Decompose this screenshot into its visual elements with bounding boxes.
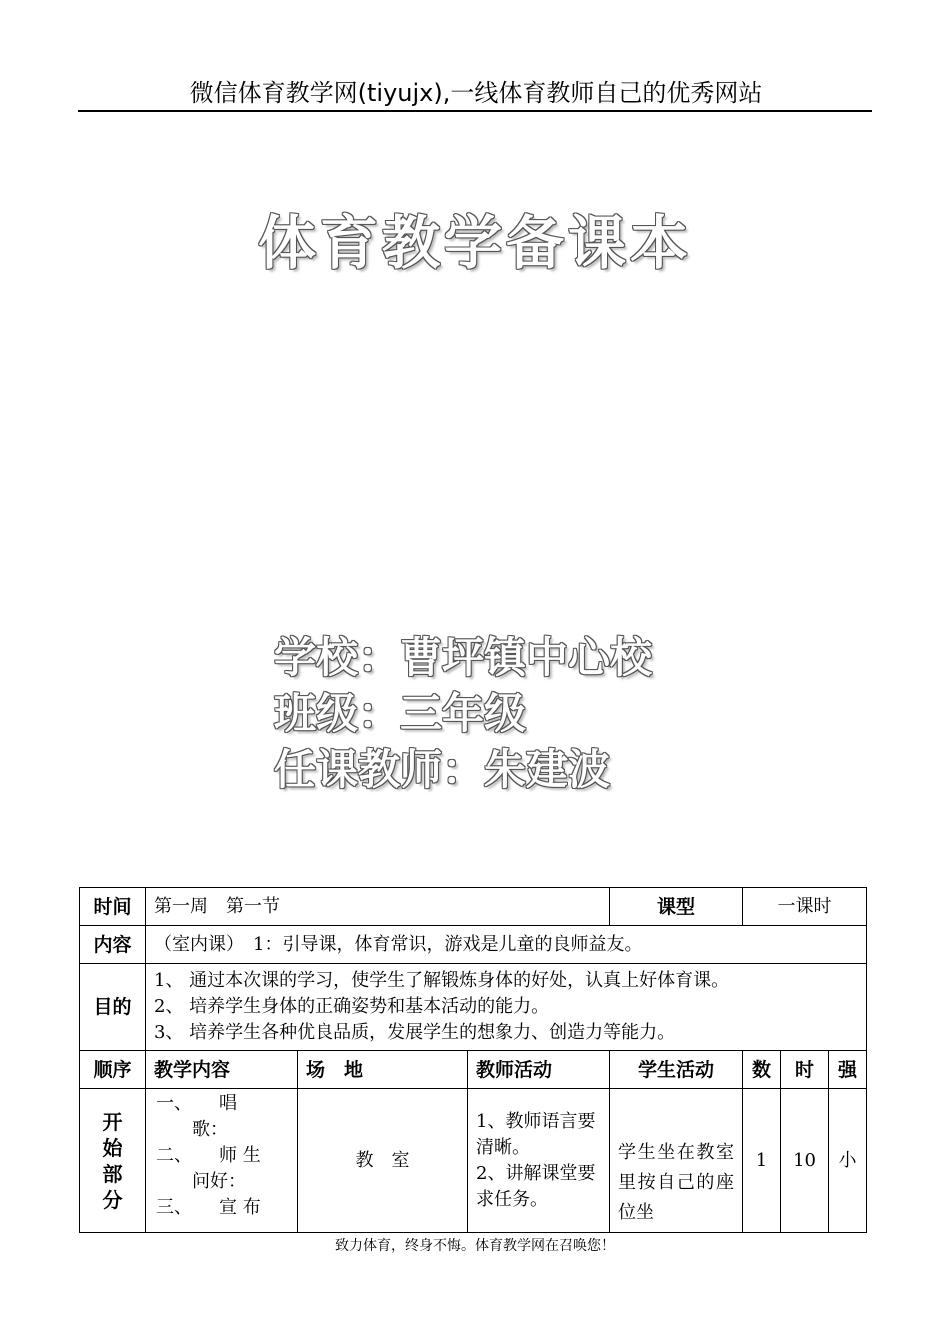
type-value: 一课时	[743, 888, 867, 926]
grade-line: 班级：三年级	[274, 689, 527, 738]
col-teacher-activity: 教师活动	[468, 1051, 610, 1089]
student-activity-cell: 学生坐在教室里按自己的座位坐	[610, 1089, 743, 1233]
teacher-line: 任课教师：朱建波	[274, 745, 611, 794]
teacher-activity-cell	[468, 1089, 610, 1233]
lesson-plan-table	[79, 887, 867, 1233]
column-header-row	[80, 1051, 867, 1089]
teacher-activity-line: 2、讲解课堂要求任务。	[476, 1162, 596, 1210]
col-student-activity: 学生活动	[610, 1051, 743, 1089]
goal-item: 1、 通过本次课的学习，使学生了解锻炼身体的好处，认真上好体育课。	[154, 970, 730, 991]
intensity-cell: 小	[829, 1089, 867, 1233]
section-label: 开始部分	[80, 1089, 146, 1233]
content-line: 问好：	[156, 1171, 246, 1192]
cover-info	[274, 630, 652, 798]
teacher-activity-line: 1、教师语言要清晰。	[476, 1110, 596, 1158]
page-footer: 致力体育，终身不悔。体育教学网在召唤您！	[335, 1238, 615, 1254]
venue-cell: 教 室	[298, 1089, 468, 1233]
type-label: 课型	[610, 888, 743, 926]
content-value: （室内课） 1：引导课，体育常识，游戏是儿童的良师益友。	[146, 926, 867, 964]
cover-title: 体育教学备课本	[257, 209, 692, 277]
header-divider	[78, 110, 872, 112]
content-line: 一、 唱	[156, 1093, 237, 1114]
content-row	[80, 926, 867, 964]
content-line: 二、 师 生	[156, 1145, 261, 1166]
col-count: 数	[743, 1051, 781, 1089]
goal-label: 目的	[80, 964, 146, 1051]
site-header: 微信体育教学网(tiyujx),一线体育教师自己的优秀网站	[189, 79, 763, 107]
goal-item: 3、 培养学生各种优良品质，发展学生的想象力、创造力等能力。	[154, 1022, 676, 1043]
content-list	[146, 1089, 298, 1233]
goal-list	[146, 964, 867, 1051]
col-time: 时	[781, 1051, 829, 1089]
goal-item: 2、 培养学生身体的正确姿势和基本活动的能力。	[154, 996, 550, 1017]
col-intensity: 强	[829, 1051, 867, 1089]
time-label: 时间	[80, 888, 146, 926]
col-teaching-content: 教学内容	[146, 1051, 298, 1089]
goal-row	[80, 964, 867, 1051]
content-label: 内容	[80, 926, 146, 964]
table-row	[80, 1089, 867, 1233]
time-value: 第一周 第一节	[146, 888, 610, 926]
col-venue: 场 地	[298, 1051, 468, 1089]
content-line: 歌：	[156, 1119, 228, 1140]
school-line: 学校：曹坪镇中心校	[274, 633, 653, 682]
col-order: 顺序	[80, 1051, 146, 1089]
content-line: 三、 宣 布	[156, 1197, 261, 1218]
time-row	[80, 888, 867, 926]
time-cell: 10	[781, 1089, 829, 1233]
count-cell: 1	[743, 1089, 781, 1233]
